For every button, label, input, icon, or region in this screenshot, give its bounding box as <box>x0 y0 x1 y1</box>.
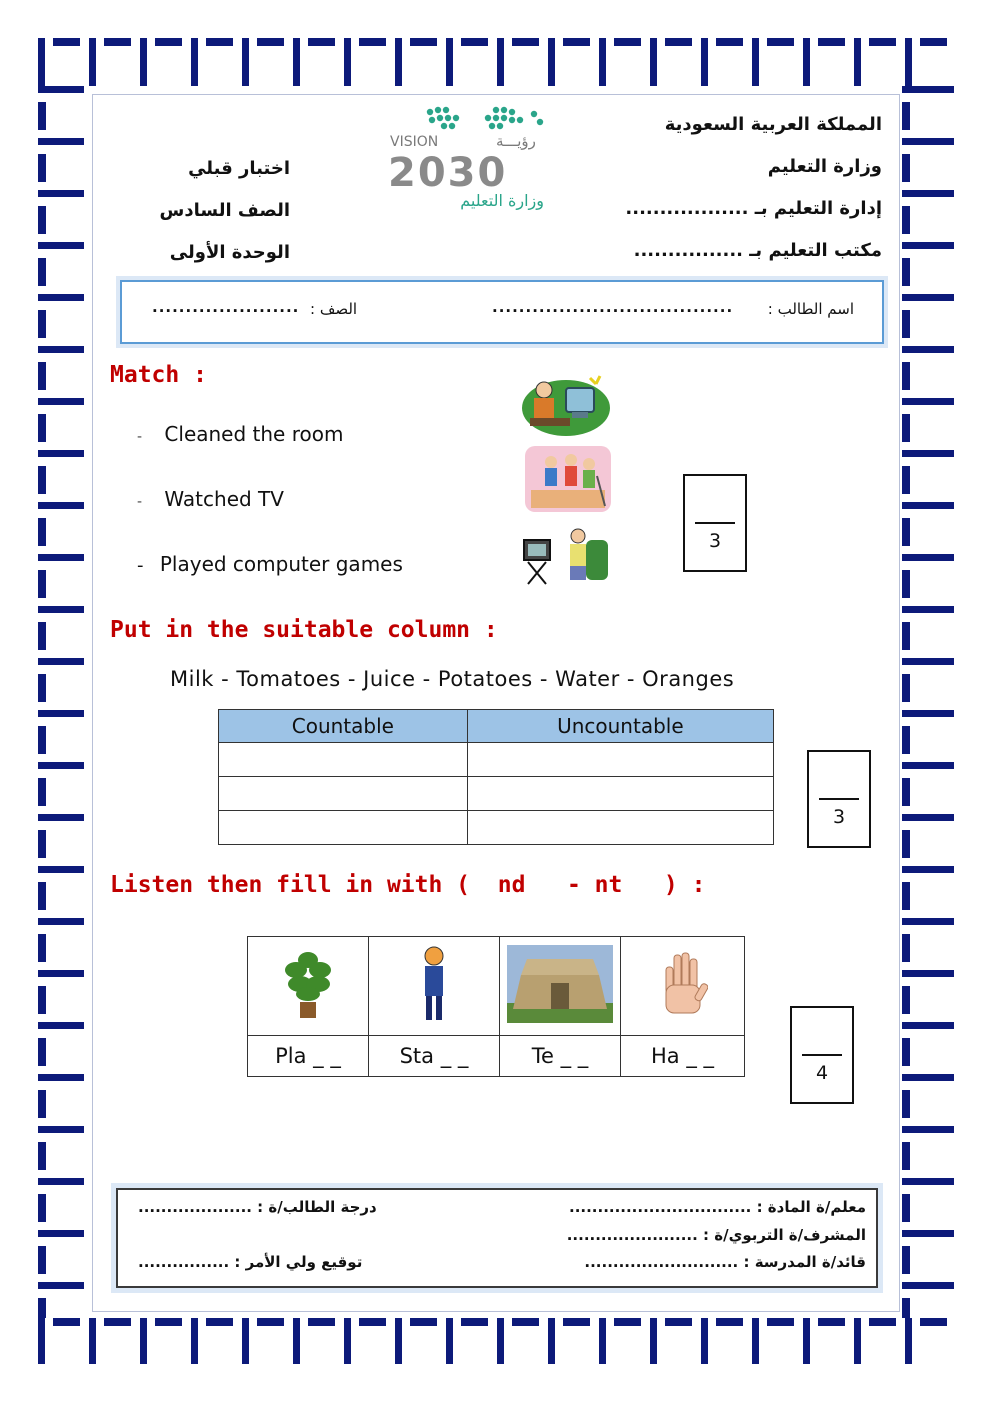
border-right-inner <box>910 86 954 1318</box>
table-cell[interactable] <box>219 743 468 777</box>
table-cell[interactable] <box>467 743 773 777</box>
table-cell[interactable] <box>467 777 773 811</box>
cleaning-room-image <box>525 446 611 512</box>
standing-man-image <box>414 944 454 1024</box>
match-item-text: Played computer games <box>159 552 403 576</box>
vision-ar-word: رؤيـــة <box>496 132 536 150</box>
score-divider <box>695 522 735 524</box>
uncountable-header: Uncountable <box>467 710 773 743</box>
table-cell[interactable] <box>219 811 468 845</box>
test-type: اختبار قبلي <box>188 158 290 179</box>
table-row <box>219 777 774 811</box>
score-divider <box>802 1054 842 1056</box>
student-name-field[interactable]: .................................... <box>492 298 734 316</box>
grade-line: درجة الطالب/ة : .................... <box>138 1198 377 1216</box>
columns-score-box <box>807 750 871 848</box>
match-score: 3 <box>708 530 722 552</box>
table-cell[interactable] <box>219 777 468 811</box>
guardian-line: توقيع ولي الأمر : ................ <box>138 1253 363 1271</box>
header-admin: إدارة التعليم بـ .................. <box>625 198 882 219</box>
header-left <box>150 158 290 284</box>
match-item-text: Watched TV <box>164 487 284 511</box>
plant-cell <box>248 937 369 1036</box>
match-item-dash: - <box>137 429 143 445</box>
match-item <box>137 422 343 446</box>
plant-image <box>278 946 338 1022</box>
class-field[interactable]: ...................... <box>152 298 300 316</box>
fill-word[interactable]: Te _ _ <box>500 1036 621 1077</box>
header-country: المملكة العربية السعودية <box>664 114 882 135</box>
match-title: Match : <box>110 362 207 388</box>
header-ministry: وزارة التعليم <box>767 156 882 177</box>
header-right <box>582 114 882 282</box>
match-score-box <box>683 474 747 572</box>
columns-title: Put in the suitable column : <box>110 617 498 643</box>
principal-line: قائد/ة المدرسة : ........................... <box>584 1253 866 1271</box>
teacher-line: معلم/ة المادة : ................................ <box>569 1198 866 1216</box>
border-bottom-inner <box>38 1326 954 1364</box>
class-label: الصف : <box>310 300 358 318</box>
grade-level: الصف السادس <box>159 200 290 221</box>
hand-image <box>658 949 708 1019</box>
border-left-inner <box>46 86 84 1318</box>
stand-cell <box>369 937 500 1036</box>
computer-games-image <box>520 372 612 438</box>
fill-word[interactable]: Sta _ _ <box>369 1036 500 1077</box>
student-info-box <box>120 280 884 344</box>
fill-word[interactable]: Ha _ _ <box>621 1036 745 1077</box>
countable-header: Countable <box>219 710 468 743</box>
listen-score: 4 <box>815 1062 829 1084</box>
match-item-text: Cleaned the room <box>164 422 344 446</box>
score-divider <box>819 798 859 800</box>
match-item <box>137 487 284 511</box>
match-item <box>137 552 403 576</box>
columns-score: 3 <box>832 806 846 828</box>
table-row <box>219 811 774 845</box>
table-row <box>219 743 774 777</box>
year-2030: 2030 <box>388 150 508 196</box>
unit-name: الوحدة الأولى <box>169 242 290 263</box>
hand-cell <box>621 937 745 1036</box>
countable-table <box>218 709 774 845</box>
ministry-logo-text: وزارة التعليم <box>460 191 544 210</box>
table-cell[interactable] <box>467 811 773 845</box>
tent-image <box>507 945 613 1023</box>
vision-word: VISION <box>390 134 439 150</box>
match-item-dash: - <box>137 555 144 576</box>
supervisor-line: المشرف/ة التربوي/ة : ....................... <box>566 1226 866 1244</box>
tent-cell <box>500 937 621 1036</box>
border-top-inner <box>38 46 954 86</box>
fill-word[interactable]: Pla _ _ <box>248 1036 369 1077</box>
listen-title: Listen then fill in with ( nd - nt ) : <box>110 872 706 898</box>
match-item-dash: - <box>137 494 143 510</box>
student-name-label: اسم الطالب : <box>767 300 854 318</box>
picture-table <box>247 936 745 1077</box>
header-office: مكتب التعليم بـ ................ <box>633 240 882 261</box>
vision-2030-logo <box>384 100 554 210</box>
footer-signature-box <box>116 1188 878 1288</box>
listen-score-box <box>790 1006 854 1104</box>
watching-tv-image <box>520 522 612 590</box>
word-list: Milk - Tomatoes - Juice - Potatoes - Water - Oranges <box>170 667 735 691</box>
